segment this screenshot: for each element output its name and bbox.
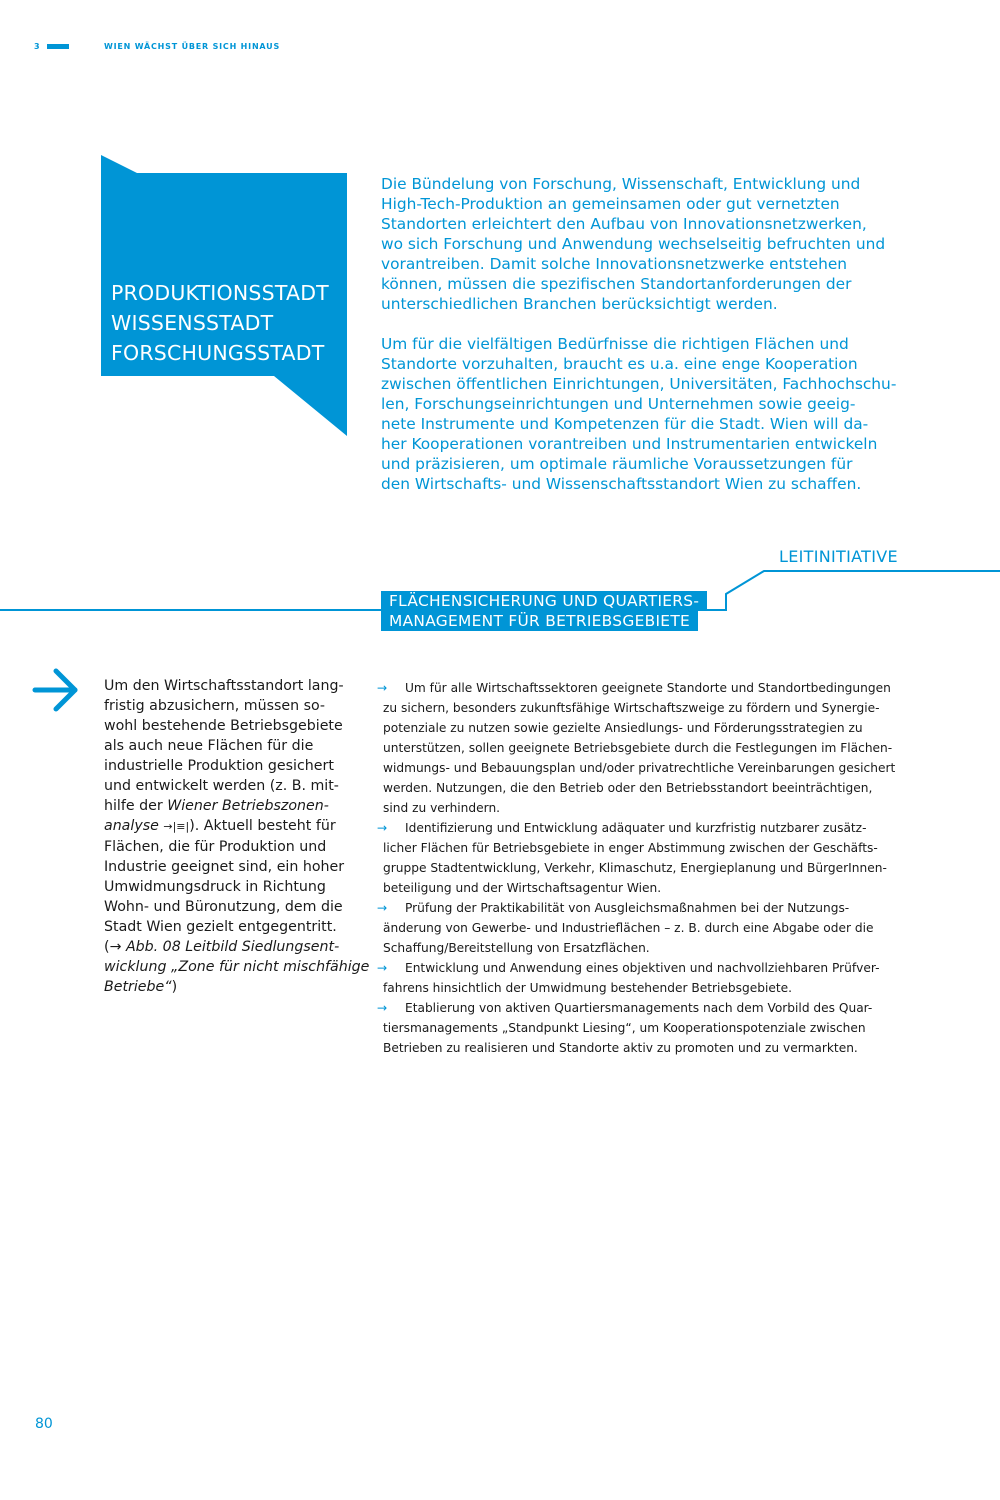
- text-line: tiersmanagements „Standpunkt Liesing“, um Kooperationspotenziale zwischen: [383, 1021, 866, 1035]
- leitinitiative-rule: [0, 0, 1000, 640]
- leitinitiative-label: LEITINITIATIVE: [779, 547, 898, 566]
- text-line: wo sich Forschung und Anwendung wechselseitig befruchten und: [381, 235, 886, 253]
- text-line: beteiligung und der Wirtschaftsagentur Wien.: [383, 881, 662, 895]
- text-line: Etablierung von aktiven Quartiersmanagements nach dem Vorbild des Quar-: [405, 1001, 873, 1015]
- text-line: Schaffung/Bereitstellung von Ersatzflächen.: [383, 941, 650, 955]
- sidebar-text: [104, 676, 370, 997]
- text-line: her Kooperationen vorantreiben und Instrumentarien entwickeln: [381, 435, 878, 453]
- text-line: Um für alle Wirtschaftssektoren geeignete Standorte und Standortbedingungen: [405, 681, 891, 695]
- text-line: unterschiedlichen Branchen berücksichtigt werden.: [381, 295, 778, 313]
- text-line: den Wirtschafts- und Wissenschaftsstandort Wien zu schaffen.: [381, 475, 862, 493]
- reference-icon: →|≡|: [163, 820, 190, 833]
- leitinitiative-heading: [381, 591, 707, 631]
- bullet-arrow-icon: →: [377, 961, 388, 975]
- text-line: len, Forschungseinrichtungen und Unternehmen sowie geeig-: [381, 395, 856, 413]
- text-line: Stadt Wien gezielt entgegentritt.: [104, 919, 337, 935]
- text-line: Um für die vielfältigen Bedürfnisse die richtigen Flächen und: [381, 335, 849, 353]
- text-line: zwischen öffentlichen Einrichtungen, Universitäten, Fachhochschu-: [381, 375, 897, 393]
- text-line: Standorten erleichtert den Aufbau von Innovationsnetzwerken,: [381, 215, 867, 233]
- reference-link[interactable]: Abb. 08 Leitbild Siedlungsent-: [125, 939, 340, 955]
- text-line: Um den Wirtschaftsstandort lang-: [104, 678, 344, 694]
- text-line: und präzisieren, um optimale räumliche Voraussetzungen für: [381, 455, 853, 473]
- text-fragment: hilfe der: [104, 798, 168, 814]
- text-line: Prüfung der Praktikabilität von Ausgleichsmaßnahmen bei der Nutzungs-: [405, 901, 850, 915]
- text-line: können, müssen die spezifischen Standortanforderungen der: [381, 275, 852, 293]
- text-fragment: ). Aktuell besteht für: [189, 818, 336, 834]
- text-line: Wohn- und Büronutzung, dem die: [104, 899, 343, 915]
- text-line: nete Instrumente und Kompetenzen für die Stadt. Wien will da-: [381, 415, 869, 433]
- heading-line: MANAGEMENT FÜR BETRIEBSGEBIETE: [381, 611, 698, 631]
- arrow-right-icon: [32, 667, 80, 713]
- text-fragment: (→: [104, 939, 126, 955]
- reference-link[interactable]: Wiener Betriebszonen-: [167, 798, 329, 814]
- list-item: [377, 678, 917, 818]
- text-line: wohl bestehende Betriebsgebiete: [104, 718, 343, 734]
- text-line: gruppe Stadtentwicklung, Verkehr, Klimaschutz, Energieplanung und BürgerInnen-: [383, 861, 887, 875]
- text-line: sind zu verhindern.: [383, 801, 501, 815]
- page-number: 80: [35, 1416, 53, 1432]
- list-item: [377, 998, 917, 1058]
- list-item: [377, 898, 917, 958]
- text-line: industrielle Produktion gesichert: [104, 758, 334, 774]
- measures-list: [377, 678, 917, 1058]
- bullet-arrow-icon: →: [377, 1001, 388, 1015]
- text-line: zu sichern, besonders zukunftsfähige Wirtschaftszweige zu fördern und Synergie-: [383, 701, 880, 715]
- section-title-line: FORSCHUNGSSTADT: [111, 341, 325, 365]
- bullet-arrow-icon: →: [377, 901, 388, 915]
- text-line: Standorte vorzuhalten, braucht es u.a. eine enge Kooperation: [381, 355, 858, 373]
- text-line: Identifizierung und Entwicklung adäquater und kurzfristig nutzbarer zusätz-: [405, 821, 867, 835]
- text-line: als auch neue Flächen für die: [104, 738, 314, 754]
- text-line: Betrieben zu realisieren und Standorte aktiv zu promoten und zu vermarkten.: [383, 1041, 858, 1055]
- section-title-line: WISSENSSTADT: [111, 311, 274, 335]
- reference-link[interactable]: Betriebe“: [104, 979, 172, 995]
- text-line: fristig abzusichern, müssen so-: [104, 698, 326, 714]
- list-item: [377, 958, 917, 998]
- text-line: änderung von Gewerbe- und Industrieflächen – z. B. durch eine Abgabe oder die: [383, 921, 874, 935]
- text-fragment: ): [171, 979, 178, 995]
- text-line: Flächen, die für Produktion und: [104, 839, 327, 855]
- section-title-line: PRODUKTIONSSTADT: [111, 281, 329, 305]
- list-item: [377, 818, 917, 898]
- text-line: widmungs- und Bebauungsplan und/oder privatrechtliche Vereinbarungen gesichert: [383, 761, 896, 775]
- reference-link[interactable]: analyse: [104, 818, 159, 834]
- text-line: Entwicklung und Anwendung eines objektiven und nachvollziehbaren Prüfver-: [405, 961, 880, 975]
- text-line: licher Flächen für Betriebsgebiete in enger Abstimmung zwischen der Geschäfts-: [383, 841, 878, 855]
- chapter-number: 3: [34, 42, 41, 51]
- text-line: High-Tech-Produktion an gemeinsamen oder gut vernetzten: [381, 195, 840, 213]
- text-line: potenziale zu nutzen sowie gezielte Ansiedlungs- und Förderungsstrategien zu: [383, 721, 863, 735]
- text-line: Industrie geeignet sind, ein hoher: [104, 859, 345, 875]
- bullet-arrow-icon: →: [377, 681, 388, 695]
- text-line: Die Bündelung von Forschung, Wissenschaft, Entwicklung und: [381, 175, 861, 193]
- text-line: vorantreiben. Damit solche Innovationsnetzwerke entstehen: [381, 255, 848, 273]
- text-line: werden. Nutzungen, die den Betrieb oder den Betriebsstandort beeinträchtigen,: [383, 781, 873, 795]
- chapter-title: WIEN WÄCHST ÜBER SICH HINAUS: [104, 42, 281, 51]
- text-line: Umwidmungsdruck in Richtung: [104, 879, 326, 895]
- text-line: fahrens hinsichtlich der Umwidmung bestehender Betriebsgebiete.: [383, 981, 793, 995]
- reference-link[interactable]: wicklung „Zone für nicht mischfähige: [104, 959, 370, 975]
- text-line: und entwickelt werden (z. B. mit-: [104, 778, 339, 794]
- heading-line: FLÄCHENSICHERUNG UND QUARTIERS-: [381, 591, 707, 611]
- bullet-arrow-icon: →: [377, 821, 388, 835]
- text-line: unterstützen, sollen geeignete Betriebsgebiete durch die Festlegungen im Flächen-: [383, 741, 893, 755]
